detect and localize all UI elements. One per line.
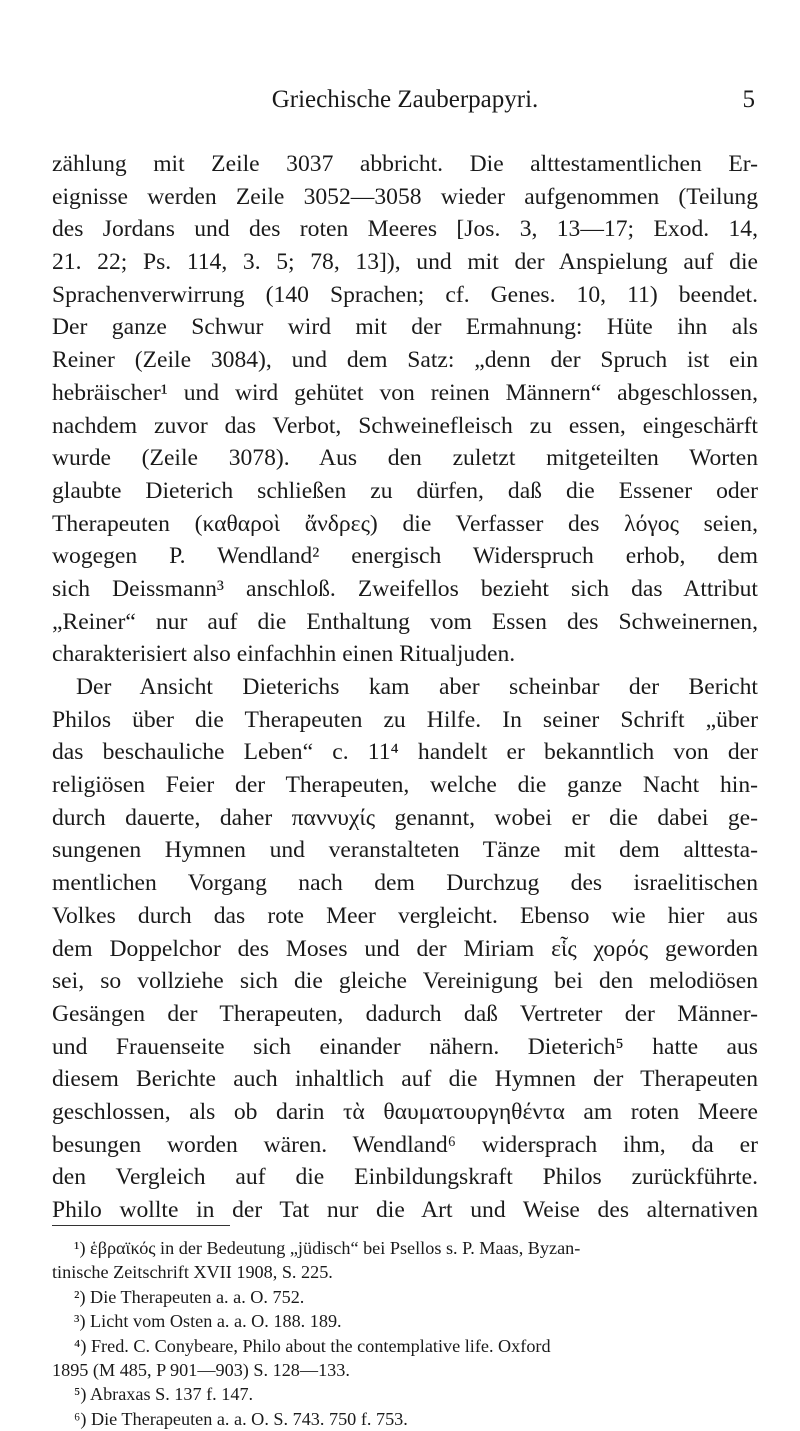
footnote-rule: [52, 1225, 230, 1226]
text-line: Philos über die Therapeuten zu Hilfe. In seiner Schrift „über: [52, 706, 758, 733]
running-title: Griechische Zauberpapyri.: [271, 86, 539, 113]
footnote-3: ³) Licht vom Osten a. a. O. 188. 189.: [74, 1311, 342, 1332]
text-line: nachdem zuvor das Verbot, Schweinefleisch zu essen, eingeschärft: [52, 412, 758, 439]
text-line: das beschauliche Leben“ c. 11⁴ handelt er bekanntlich von der: [52, 739, 758, 766]
text-line: Volkes durch das rote Meer vergleicht. Ebenso wie hier aus: [52, 902, 758, 929]
text-line: eignisse werden Zeile 3052—3058 wieder aufgenommen (Teilung: [52, 183, 758, 210]
text-line: des Jordans und des roten Meeres [Jos. 3, 13—17; Exod. 14,: [52, 216, 758, 243]
footnote-1-continued: tinische Zeitschrift XVII 1908, S. 225.: [52, 1262, 333, 1283]
footnote-4: ⁴) Fred. C. Conybeare, Philo about the contemplative life. Oxford: [74, 1335, 551, 1356]
footnote-6: ⁶) Die Therapeuten a. a. O. S. 743. 750 f. 753.: [74, 1408, 408, 1429]
text-line: „Reiner“ nur auf die Enthaltung vom Essen des Schweinernen,: [52, 608, 758, 635]
text-line: diesem Berichte auch inhaltlich auf die Hymnen der Therapeuten: [52, 1066, 758, 1093]
text-line: durch dauerte, daher παννυχίς genannt, wobei er die dabei ge-: [52, 804, 758, 831]
text-line: glaubte Dieterich schließen zu dürfen, daß die Essener oder: [52, 477, 758, 504]
text-line: Der ganze Schwur wird mit der Ermahnung: Hüte ihn als: [52, 314, 758, 341]
paragraph-2: [52, 671, 758, 1227]
text-line: Sprachenverwirrung (140 Sprachen; cf. Genes. 10, 11) beendet.: [52, 281, 758, 308]
text-line: wurde (Zeile 3078). Aus den zuletzt mitgeteilten Worten: [52, 445, 758, 472]
text-line: geschlossen, als ob darin τὰ θαυματουργηθέντα am roten Meere: [52, 1098, 758, 1125]
text-line: hebräischer¹ und wird gehütet von reinen Männern“ abgeschlossen,: [52, 379, 758, 406]
page-number: 5: [742, 86, 755, 113]
text-line: Therapeuten (καθαροὶ ἄνδρες) die Verfasser des λόγος seien,: [52, 510, 758, 537]
running-head: [55, 86, 755, 126]
text-line: dem Doppelchor des Moses und der Miriam εἷς χορός geworden: [52, 935, 758, 962]
body-text: [52, 148, 758, 1227]
text-line: den Vergleich auf die Einbildungskraft Philos zurückführte.: [52, 1164, 758, 1191]
text-line: Gesängen der Therapeuten, dadurch daß Vertreter der Männer-: [52, 1000, 758, 1027]
text-line: wogegen P. Wendland² energisch Widerspruch erhob, dem: [52, 543, 758, 570]
text-line: mentlichen Vorgang nach dem Durchzug des israelitischen: [52, 870, 758, 897]
text-line: religiösen Feier der Therapeuten, welche die ganze Nacht hin-: [52, 772, 758, 799]
text-line: zählung mit Zeile 3037 abbricht. Die alttestamentlichen Er-: [52, 151, 758, 177]
text-line: sich Deissmann³ anschloß. Zweifellos bezieht sich das Attribut: [52, 575, 758, 602]
footnote-2: ²) Die Therapeuten a. a. O. 752.: [74, 1286, 305, 1307]
text-line: sungenen Hymnen und veranstalteten Tänze mit dem alttesta-: [52, 837, 758, 864]
footnote-4-continued: 1895 (M 485, P 901—903) S. 128—133.: [52, 1359, 350, 1380]
text-line: Der Ansicht Dieterichs kam aber scheinbar der Bericht: [76, 674, 758, 700]
footnote-1: ¹) ἑβραϊκός in der Bedeutung „jüdisch“ bei Psellos s. P. Maas, Byzan-: [74, 1238, 581, 1258]
text-line: Philo wollte in der Tat nur die Art und Weise des alternativen: [52, 1197, 758, 1223]
text-line: besungen worden wären. Wendland⁶ widersprach ihm, da er: [52, 1131, 758, 1158]
text-line: charakterisiert also einfachhin einen Ritualjuden.: [52, 641, 516, 668]
text-line: und Frauenseite sich einander nähern. Dieterich⁵ hatte aus: [52, 1033, 758, 1060]
text-line: sei, so vollziehe sich die gleiche Vereinigung bei den melodiösen: [52, 968, 758, 995]
paragraph-1: [52, 148, 758, 671]
footnotes: [52, 1236, 758, 1431]
text-line: 21. 22; Ps. 114, 3. 5; 78, 13]), und mit der Anspielung auf die: [52, 249, 758, 276]
footnote-5: ⁵) Abraxas S. 137 f. 147.: [74, 1384, 254, 1405]
text-line: Reiner (Zeile 3084), und dem Satz: „denn der Spruch ist ein: [52, 347, 758, 374]
